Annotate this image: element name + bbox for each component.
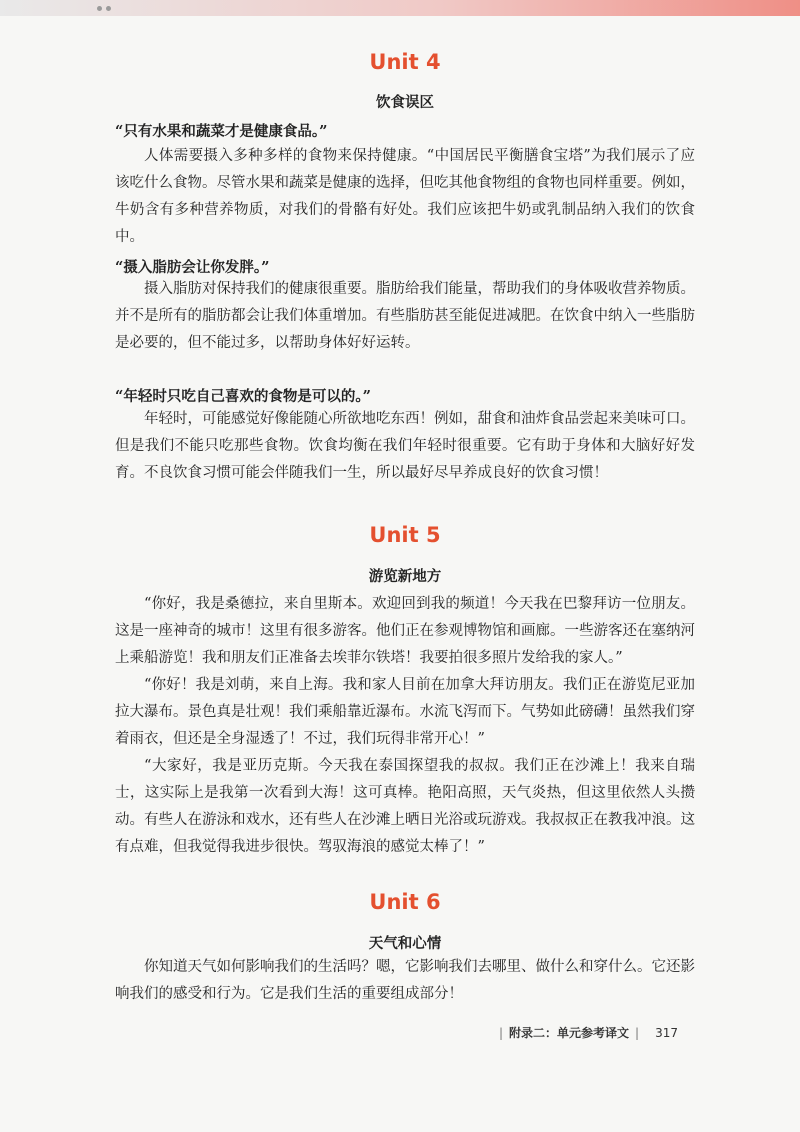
paragraph: 人体需要摄入多种多样的食物来保持健康。“中国居民平衡膳食宝塔”为我们展示了应该吃什么食物。尽管水果和蔬菜是健康的选择，但吃其他食物组的食物也同样重要。例如，牛奶含有多种营养物质，对我们的骨骼有好处。我们应该把牛奶或乳制品纳入我们的饮食中。	[115, 148, 695, 245]
binding-mark	[97, 6, 102, 11]
unit-title: Unit 4	[369, 50, 441, 74]
paragraph: 年轻时，可能感觉好像能随心所欲地吃东西！例如，甜食和油炸食品尝起来美味可口。但是我们不能只吃那些食物。饮食均衡在我们年轻时很重要。它有助于身体和大脑好好发育。不良饮食习惯可能会伴随我们一生，所以最好尽早养成良好的饮食习惯！	[115, 411, 695, 481]
myth-heading: “摄入脂肪会让你发胖。”	[115, 259, 270, 276]
paragraph: 你知道天气如何影响我们的生活吗？嗯，它影响我们去哪里、做什么和穿什么。它还影响我们的感受和行为。它是我们生活的重要组成部分！	[115, 959, 695, 1002]
unit-title: Unit 6	[369, 890, 441, 914]
paragraph: 摄入脂肪对保持我们的健康很重要。脂肪给我们能量，帮助我们的身体吸收营养物质。并不是所有的脂肪都会让我们体重增加。有些脂肪甚至能促进减肥。在饮食中纳入一些脂肪是必要的，但不能过多，以帮助身体好好运转。	[115, 281, 695, 351]
footer-separator: |	[498, 1026, 504, 1040]
section-title: 天气和心情	[368, 935, 442, 952]
page-top-band	[0, 0, 800, 16]
paragraph: “你好，我是桑德拉，来自里斯本。欢迎回到我的频道！今天我在巴黎拜访一位朋友。这是一座神奇的城市！这里有很多游客。他们正在参观博物馆和画廊。一些游客还在塞纳河上乘船游览！我和朋友们正准备去埃菲尔铁塔！我要拍很多照片发给我的家人。”	[115, 596, 695, 666]
section-title: 游览新地方	[368, 568, 442, 585]
section-title: 饮食误区	[376, 94, 434, 111]
page-number: 317	[655, 1026, 678, 1040]
myth-heading: “年轻时只吃自己喜欢的食物是可以的。”	[115, 388, 371, 405]
page-footer	[493, 1024, 678, 1041]
binding-mark	[106, 6, 111, 11]
unit-title: Unit 5	[369, 523, 441, 547]
footer-separator: |	[635, 1026, 640, 1040]
footer-label: 附录二：单元参考译文	[509, 1026, 630, 1040]
myth-heading: “只有水果和蔬菜才是健康食品。”	[115, 123, 328, 140]
paragraph: “大家好，我是亚历克斯。今天我在泰国探望我的叔叔。我们正在沙滩上！我来自瑞士，这实际上是我第一次看到大海！这可真棒。艳阳高照，天气炎热，但这里依然人头攒动。有些人在游泳和戏水，还有些人在沙滩上晒日光浴或玩游戏。我叔叔正在教我冲浪。这有点难，但我觉得我进步很快。驾驭海浪的感觉太棒了！”	[115, 758, 695, 855]
paragraph: “你好！我是刘萌，来自上海。我和家人目前在加拿大拜访朋友。我们正在游览尼亚加拉大瀑布。景色真是壮观！我们乘船靠近瀑布。水流飞泻而下。气势如此磅礴！虽然我们穿着雨衣，但还是全身湿透了！不过，我们玩得非常开心！”	[115, 677, 695, 747]
